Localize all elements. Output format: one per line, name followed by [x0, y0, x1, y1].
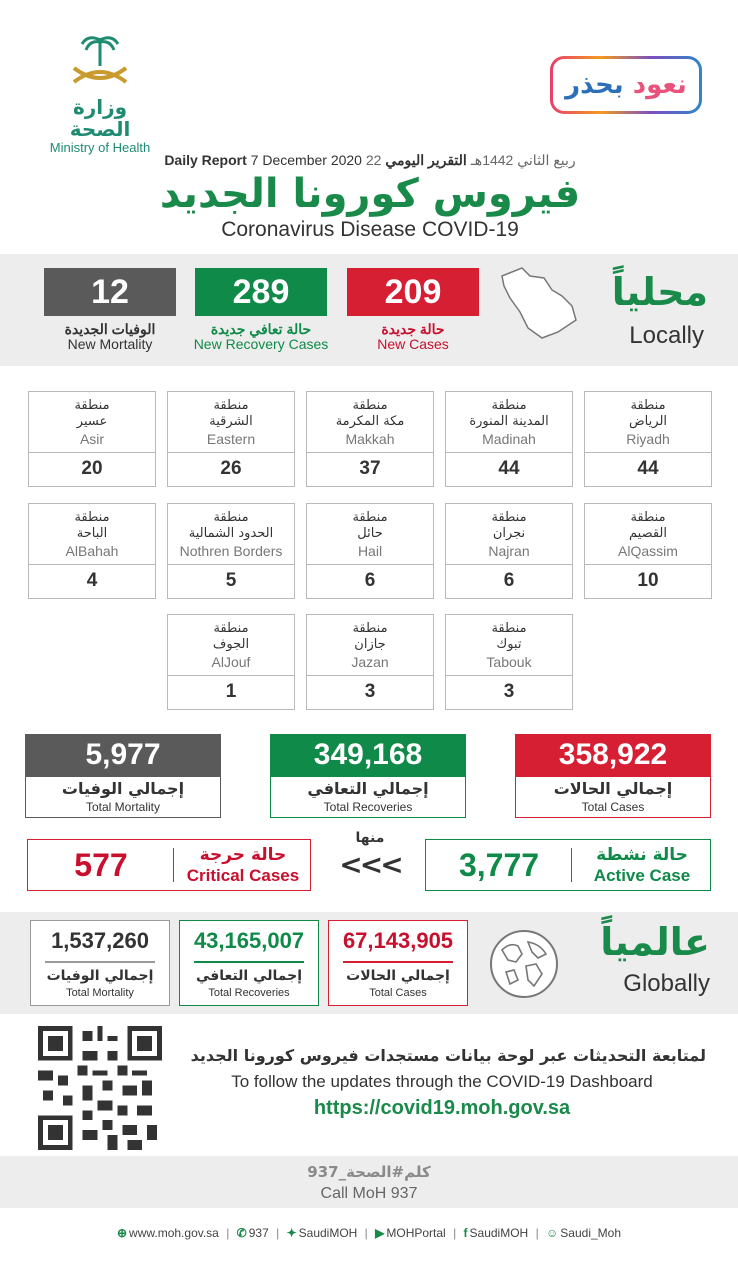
- region-card-makkah: [306, 391, 434, 487]
- active-case-value: 3,777: [458, 847, 540, 883]
- new-cases-value: 209: [347, 268, 479, 316]
- region-name-en: Tabouk: [486, 654, 532, 670]
- global-mortality-label-ar: إجمالي الوفيات: [46, 967, 154, 984]
- dashboard-text-ar: لمتابعة التحديثات عبر لوحة بيانات مستجدات فيروس كورونا الجديد: [190, 1046, 706, 1065]
- region-card-asir: [28, 391, 156, 487]
- region-value: 44: [585, 452, 711, 486]
- separator: |: [276, 1226, 280, 1240]
- total-cases-card: [515, 734, 711, 818]
- region-card-alqassim: [584, 503, 712, 599]
- region-value: 5: [168, 564, 294, 598]
- footer-twitter[interactable]: SaudiMOH: [298, 1226, 358, 1240]
- region-prefix: منطقة: [352, 510, 388, 525]
- region-name-en: Makkah: [345, 431, 395, 447]
- total-recoveries-value: 349,168: [271, 735, 465, 777]
- global-mortality-card: [30, 920, 170, 1006]
- global-mortality-label-en: Total Mortality: [66, 986, 134, 999]
- divider: [173, 848, 174, 882]
- new-recovery-label-ar: حالة تعافي جديدة: [210, 321, 312, 337]
- footer-phone[interactable]: 937: [248, 1226, 269, 1240]
- active-case-card: [425, 839, 711, 891]
- region-value: 44: [446, 452, 572, 486]
- new-mortality-label-ar: الوفيات الجديدة: [64, 321, 156, 337]
- total-cases-value: 358,922: [516, 735, 710, 777]
- divider: [45, 961, 155, 963]
- arrows-icon: <<<: [339, 848, 401, 881]
- divider: [571, 848, 572, 882]
- footer-youtube[interactable]: MOHPortal: [386, 1226, 446, 1240]
- region-card-jazan: [306, 614, 434, 710]
- active-case-label-ar: حالة نشطة: [596, 845, 688, 865]
- campaign-logo: [550, 56, 702, 114]
- region-name-ar: عسير: [76, 414, 108, 429]
- separator: |: [453, 1226, 457, 1240]
- region-prefix: منطقة: [74, 510, 110, 525]
- global-cases-card: [328, 920, 468, 1006]
- divider: [343, 961, 453, 963]
- region-name-en: Madinah: [482, 431, 536, 447]
- call-text-en: Call MoH 937: [320, 1185, 418, 1202]
- separator: |: [364, 1226, 368, 1240]
- new-mortality-label-en: New Mortality: [67, 336, 153, 352]
- separator: |: [226, 1226, 230, 1240]
- region-prefix: منطقة: [74, 398, 110, 413]
- total-recoveries-card: [270, 734, 466, 818]
- global-recoveries-value: 43,165,007: [193, 928, 305, 953]
- region-name-en: AlQassim: [618, 543, 678, 559]
- divider: [194, 961, 304, 963]
- locally-heading-ar: محلياً: [611, 270, 708, 314]
- region-name-en: Najran: [488, 543, 530, 559]
- separator: |: [535, 1226, 539, 1240]
- new-recovery-label-en: New Recovery Cases: [193, 336, 329, 352]
- critical-case-value: 577: [74, 847, 128, 883]
- total-mortality-value: 5,977: [26, 735, 220, 777]
- region-prefix: منطقة: [630, 510, 666, 525]
- region-name-ar: جازان: [354, 637, 386, 652]
- region-card-najran: [445, 503, 573, 599]
- region-prefix: منطقة: [352, 621, 388, 636]
- region-name-ar: الباحة: [76, 526, 108, 541]
- total-mortality-label-ar: إجمالي الوفيات: [61, 779, 185, 798]
- saudi-map-icon: [492, 262, 582, 342]
- critical-case-label-en: Critical Cases: [186, 866, 300, 885]
- dashboard-text-en: To follow the updates through the COVID-19 Dashboard: [231, 1072, 653, 1091]
- region-card-aljouf: [167, 614, 295, 710]
- region-prefix: منطقة: [491, 510, 527, 525]
- region-value: 1: [168, 675, 294, 709]
- region-name-ar: نجران: [492, 526, 526, 541]
- new-mortality-value: 12: [44, 268, 176, 316]
- region-name-ar: حائل: [357, 526, 383, 541]
- region-card-hail: [306, 503, 434, 599]
- footer: [0, 1226, 738, 1240]
- total-mortality-label-en: Total Mortality: [85, 800, 161, 814]
- campaign-word-b: بحذر: [565, 70, 624, 100]
- youtube-icon: ▶: [375, 1226, 385, 1240]
- region-value: 6: [446, 564, 572, 598]
- total-recoveries-label-ar: إجمالي التعافي: [307, 779, 429, 798]
- region-name-en: Nothren Borders: [179, 543, 283, 559]
- of-which-label: منها: [355, 830, 385, 846]
- moh-logo: [40, 32, 160, 155]
- footer-snapchat[interactable]: Saudi_Moh: [560, 1226, 622, 1240]
- region-name-en: Riyadh: [626, 431, 670, 447]
- region-prefix: منطقة: [491, 621, 527, 636]
- total-cases-label-ar: إجمالي الحالات: [553, 779, 673, 798]
- campaign-word-a: نعود: [632, 70, 687, 100]
- region-name-ar: الرياض: [628, 414, 668, 429]
- total-recoveries-label-en: Total Recoveries: [323, 800, 413, 814]
- moh-name-en: Ministry of Health: [49, 140, 151, 155]
- footer-website[interactable]: www.moh.gov.sa: [129, 1226, 219, 1240]
- total-mortality-card: [25, 734, 221, 818]
- region-card-riyadh: [584, 391, 712, 487]
- snapchat-icon: ☺: [546, 1226, 559, 1240]
- new-recovery-label: [176, 322, 346, 352]
- global-cases-label-en: Total Cases: [369, 986, 427, 999]
- globe-small-icon: ⊕: [116, 1226, 128, 1240]
- region-value: 3: [446, 675, 572, 709]
- region-name-en: AlBahah: [65, 543, 119, 559]
- region-name-en: Asir: [79, 431, 105, 447]
- region-value: 10: [585, 564, 711, 598]
- region-card-eastern: [167, 391, 295, 487]
- region-name-en: AlJouf: [211, 654, 251, 670]
- moh-name-ar: وزارة الصحة: [69, 95, 131, 141]
- region-value: 4: [29, 564, 155, 598]
- region-name-ar: الحدود الشمالية: [188, 526, 274, 541]
- region-card-madinah: [445, 391, 573, 487]
- region-value: 37: [307, 452, 433, 486]
- region-card-albahah: [28, 503, 156, 599]
- region-name-en: Hail: [357, 543, 383, 559]
- report-date-hijri: 22 ربيع الثاني 1442هـ: [365, 152, 576, 168]
- global-mortality-value: 1,537,260: [51, 928, 149, 953]
- region-prefix: منطقة: [491, 398, 527, 413]
- new-cases-label: [328, 322, 498, 352]
- region-value: 20: [29, 452, 155, 486]
- report-label-ar: التقرير اليومي: [385, 152, 467, 168]
- region-value: 3: [307, 675, 433, 709]
- region-value: 6: [307, 564, 433, 598]
- call-hashtag-ar: كلم#الصحة_937: [307, 1163, 431, 1181]
- active-case-label-en: Active Case: [593, 866, 691, 885]
- region-prefix: منطقة: [213, 398, 249, 413]
- locally-heading-en: Locally: [629, 322, 704, 349]
- new-mortality-label: [25, 322, 195, 352]
- critical-case-card: [27, 839, 311, 891]
- region-prefix: منطقة: [213, 621, 249, 636]
- region-card-northern-borders: [167, 503, 295, 599]
- globe-icon: [488, 928, 560, 1000]
- facebook-icon: f: [463, 1226, 468, 1240]
- region-prefix: منطقة: [630, 398, 666, 413]
- palm-swords-icon: [60, 32, 140, 92]
- region-prefix: منطقة: [213, 510, 249, 525]
- global-recoveries-label-en: Total Recoveries: [208, 986, 290, 999]
- region-name-en: Jazan: [351, 654, 389, 670]
- region-name-ar: الشرقية: [209, 414, 253, 429]
- call-band: [0, 1156, 738, 1208]
- global-recoveries-card: [179, 920, 319, 1006]
- global-cases-label-ar: إجمالي الحالات: [346, 967, 450, 984]
- new-recovery-value: 289: [195, 268, 327, 316]
- region-name-ar: مكة المكرمة: [335, 414, 405, 429]
- global-cases-value: 67,143,905: [342, 928, 454, 953]
- region-name-ar: القصيم: [629, 526, 667, 541]
- region-card-tabouk: [445, 614, 573, 710]
- globally-heading-en: Globally: [623, 970, 710, 997]
- dashboard-link[interactable]: https://covid19.moh.gov.sa: [313, 1097, 571, 1119]
- region-name-ar: تبوك: [496, 637, 522, 652]
- report-label-en: Daily Report: [164, 152, 247, 168]
- report-line: [140, 152, 600, 169]
- region-name-ar: المدينة المنورة: [469, 414, 549, 429]
- phone-icon: ✆: [236, 1226, 247, 1240]
- region-name-ar: الجوف: [212, 637, 250, 652]
- critical-case-label-ar: حالة حرجة: [199, 845, 287, 865]
- report-date: 7 December 2020: [250, 152, 362, 168]
- region-value: 26: [168, 452, 294, 486]
- region-prefix: منطقة: [352, 398, 388, 413]
- footer-facebook[interactable]: SaudiMOH: [469, 1226, 529, 1240]
- region-name-en: Eastern: [206, 431, 256, 447]
- new-cases-label-ar: حالة جديدة: [381, 321, 445, 337]
- globally-heading-ar: عالمياً: [600, 920, 710, 964]
- twitter-icon: ✦: [286, 1226, 297, 1240]
- global-recoveries-label-ar: إجمالي التعافي: [195, 967, 303, 984]
- page-title-en: Coronavirus Disease COVID-19: [221, 218, 519, 241]
- new-cases-label-en: New Cases: [377, 336, 449, 352]
- page-title-ar: فيروس كورونا الجديد: [159, 171, 581, 217]
- total-cases-label-en: Total Cases: [581, 800, 645, 814]
- qr-code-icon: [38, 1026, 162, 1150]
